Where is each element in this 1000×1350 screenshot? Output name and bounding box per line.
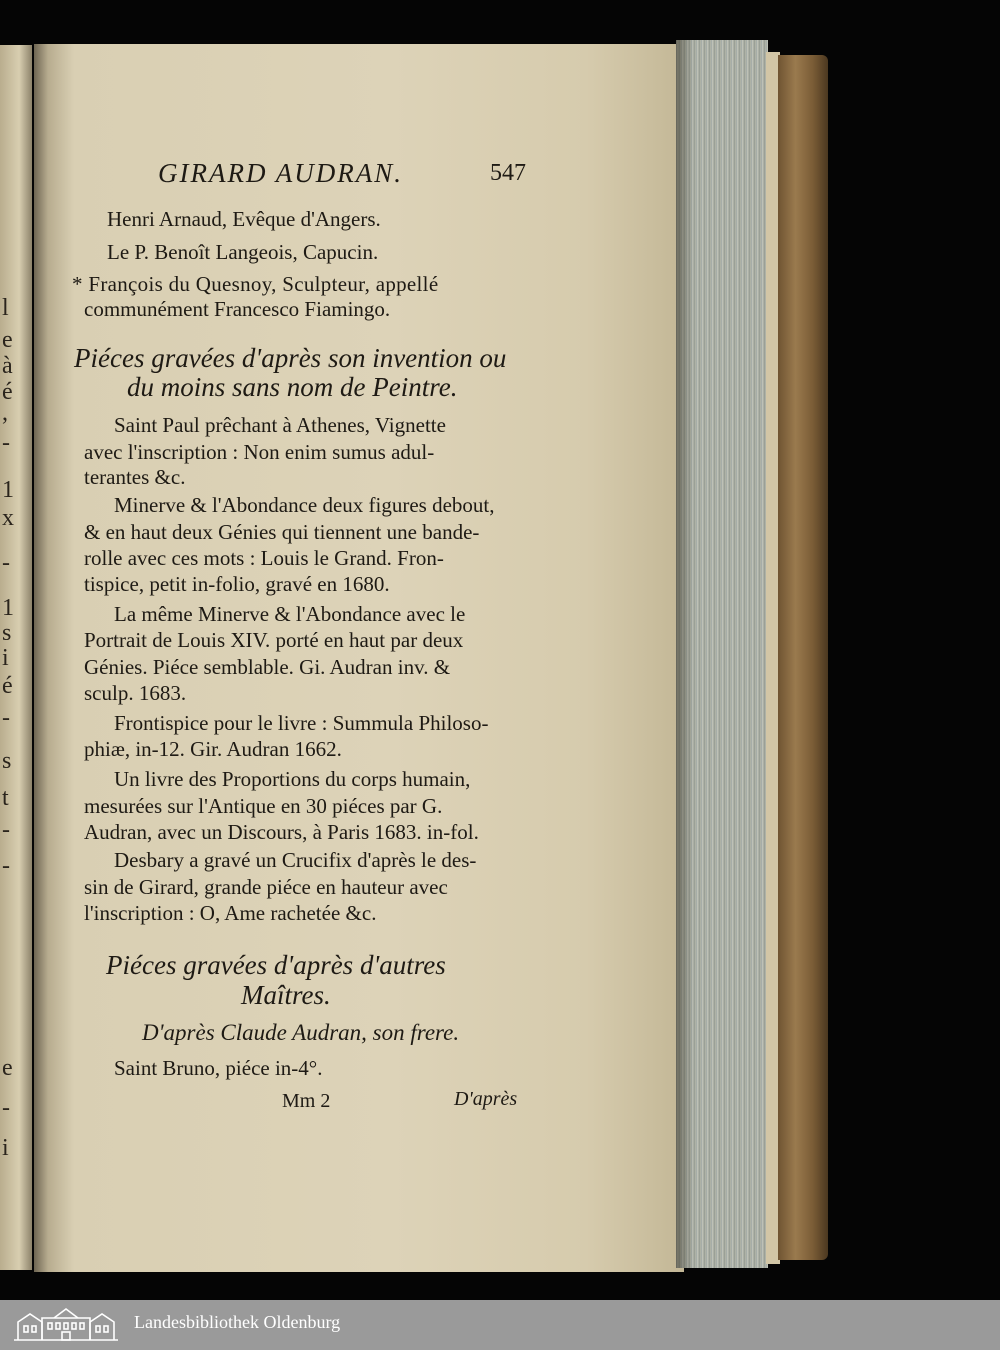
entry-line: l'inscription : O, Ame rachetée &c. [84, 901, 377, 925]
left-page-fragment: - [2, 1095, 10, 1121]
left-page-fragment: é [2, 379, 13, 405]
library-name: Landesbibliothek Oldenburg [134, 1312, 341, 1332]
entry-line: Minerve & l'Abondance deux figures debout, [114, 493, 495, 517]
entry-line: mesurées sur l'Antique en 30 piéces par G. [84, 794, 443, 818]
left-page-fragment: , [2, 400, 8, 426]
left-page-fragment: - [2, 705, 10, 731]
page-number: 547 [490, 160, 526, 186]
left-page-fragment: - [2, 817, 10, 843]
entry-line: Audran, avec un Discours, à Paris 1683. in-fol. [84, 820, 479, 844]
left-page-fragment: l [2, 295, 9, 321]
left-page-fragment: e [2, 1055, 13, 1081]
left-page-fragment: - [2, 550, 10, 576]
left-page-fragment: s [2, 748, 12, 774]
left-page-fragment: x [2, 505, 14, 531]
entry-line: Un livre des Proportions du corps humain, [114, 767, 471, 791]
book-cover [778, 55, 828, 1260]
entry-line: avec l'inscription : Non enim sumus adul- [84, 440, 435, 464]
entry-line: Frontispice pour le livre : Summula Philoso- [114, 711, 489, 735]
entry-line: Saint Paul prêchant à Athenes, Vignette [114, 413, 446, 437]
text-line: * François du Quesnoy, Sculpteur, appellé [72, 272, 439, 296]
left-page-fragment: e [2, 327, 13, 353]
left-page-fragment: t [2, 785, 9, 811]
section-subheading: D'après Claude Audran, son frere. [142, 1020, 460, 1045]
entry-line: La même Minerve & l'Abondance avec le [114, 602, 466, 626]
left-page-fragment: à [2, 353, 13, 379]
library-building-icon [10, 1306, 122, 1344]
left-page-fragment: 1 [2, 595, 14, 621]
entry-line: tispice, petit in-folio, gravé en 1680. [84, 572, 390, 596]
entry-line: Génies. Piéce semblable. Gi. Audran inv. & [84, 655, 451, 679]
section-heading: du moins sans nom de Peintre. [127, 372, 458, 402]
left-page-fragment: s [2, 620, 12, 646]
catchword: D'après [454, 1088, 518, 1110]
section-heading: Maîtres. [241, 980, 331, 1010]
left-page-fragment: - [2, 430, 10, 456]
text-line: communément Francesco Fiamingo. [84, 297, 391, 321]
entry-line: sculp. 1683. [84, 681, 187, 705]
entry-line: Portrait de Louis XIV. porté en haut par deux [84, 628, 464, 652]
entry-line: sin de Girard, grande piéce en hauteur avec [84, 875, 448, 899]
signature-mark: Mm 2 [282, 1090, 331, 1112]
entry-line: terantes &c. [84, 465, 186, 489]
section-heading: Piéces gravées d'après d'autres [106, 950, 446, 980]
entry-line: Saint Bruno, piéce in-4°. [114, 1056, 323, 1080]
text-line: Henri Arnaud, Evêque d'Angers. [107, 207, 381, 231]
entry-line: & en haut deux Génies qui tiennent une bande- [84, 520, 480, 544]
left-page-fragment: i [2, 645, 9, 671]
entry-line: rolle avec ces mots : Louis le Grand. Fron- [84, 546, 444, 570]
left-page-fragment: i [2, 1135, 9, 1161]
footer-bar [0, 1300, 1000, 1350]
section-heading: Piéces gravées d'après son invention ou [74, 343, 507, 373]
left-page-fragment: - [2, 853, 10, 879]
running-header: GIRARD AUDRAN. [158, 158, 403, 188]
text-line: Le P. Benoît Langeois, Capucin. [107, 240, 379, 264]
left-page-fragment: 1 [2, 477, 14, 503]
entry-line: phiæ, in-12. Gir. Audran 1662. [84, 737, 342, 761]
left-page-fragment: é [2, 673, 13, 699]
left-page-edge [0, 45, 32, 1270]
gutter-shadow [676, 40, 694, 1268]
entry-line: Desbary a gravé un Crucifix d'après le des- [114, 848, 477, 872]
